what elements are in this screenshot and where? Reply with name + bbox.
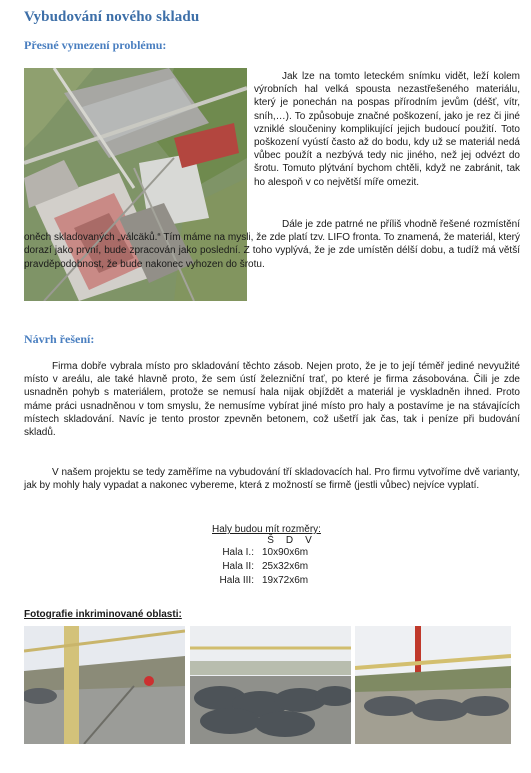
page-title: Vybudování nového skladu [24,9,200,25]
hall-value: 10x90x6m [262,547,309,558]
dimension-row [212,546,337,560]
dimension-row [212,574,337,588]
hall-label: Hala III: [219,575,254,586]
solution-paragraph-2: V našem projektu se tedy zaměříme na vybudování tří skladovacích hal. Pro firmu vytvoříme dvě varianty, jak by mohly haly vypadat a nakonec vybereme, která z možností se firmě (jestli vůbec) nejvíce vyplatí. [24,467,520,492]
dimensions-header [242,535,337,546]
dim-header-height: V [305,535,312,546]
dimensions-title: Haly budou mít rozměry: [212,524,321,535]
hall-value: 19x72x6m [262,575,309,586]
dimension-row [212,560,337,574]
dim-header-length: D [285,535,294,546]
site-photo-1 [24,626,185,744]
dim-header-width: Š [267,535,274,546]
problem-paragraph-1: Jak lze na tomto leteckém snímku vidět, leží kolem výrobních hal velká spousta nezastřešeného materiálu, který je ponechán na pospas přírodním jevům (déšť, vítr, sníh,…). To způsobuje značné poškození, jako je rez či jiné vzniklé sloučeniny komplikující jejich budoucí použití. Toto poškození vyústí často až do bodu, kdy už se materiál nedá vůbec použít a nezbývá tedy nic jiného, než jej odvézt do šrotu. Tomuto plýtvání bychom chtěli, když ne zabránit, tak ho alespoň v co největší míře omezit. [254,71,520,188]
solution-paragraph-1: Firma dobře vybrala místo pro skladování těchto zásob. Nejen proto, že je to její téměř jediné nevyužité místo v areálu, ale také hlavně proto, že sem ústí železniční trať, po které je firma zásobována. Čili je zde usnadněn pohyb s materiálem, protože se nemusí hala nijak objíždět a materiál je vyskladněn ihned. Proto máme práci usnadněnou v tom smyslu, že nemusíme vybírat jiné místo pro haly a postavíme je na stávajících místech skladování. Navíc je tento prostor zpevněn betonem, což ušetří jak čas, tak i peníze při budování skladů. [24,361,520,439]
hall-value: 25x32x6m [262,561,309,572]
hall-label: Hala I.: [222,547,254,558]
problem-paragraph-2: Dále je zde patrné ne příliš vhodně řešené rozmístění oněch skladovaných „válcäků.“ Tím máme na mysli, že zde platí tzv. LIFO fronta. To znamená, že materiál, který dorazí jako první, bude zpracován jako poslední. Z toho vyplývá, že je zde umístěn délší dobu, a tudíž má větší pravděpodobnost, že bude nakonec vyhozen do šrotu. [24,219,520,270]
site-photo-3 [355,626,511,744]
section-heading-problem: Přesné vymezení problému: [24,38,167,52]
dimensions-block [212,524,337,588]
photos-heading: Fotografie inkriminované oblasti: [24,609,182,620]
hall-label: Hala II: [222,561,254,572]
site-photo-2 [190,626,351,744]
section-heading-solution: Návrh řešení: [24,332,95,346]
